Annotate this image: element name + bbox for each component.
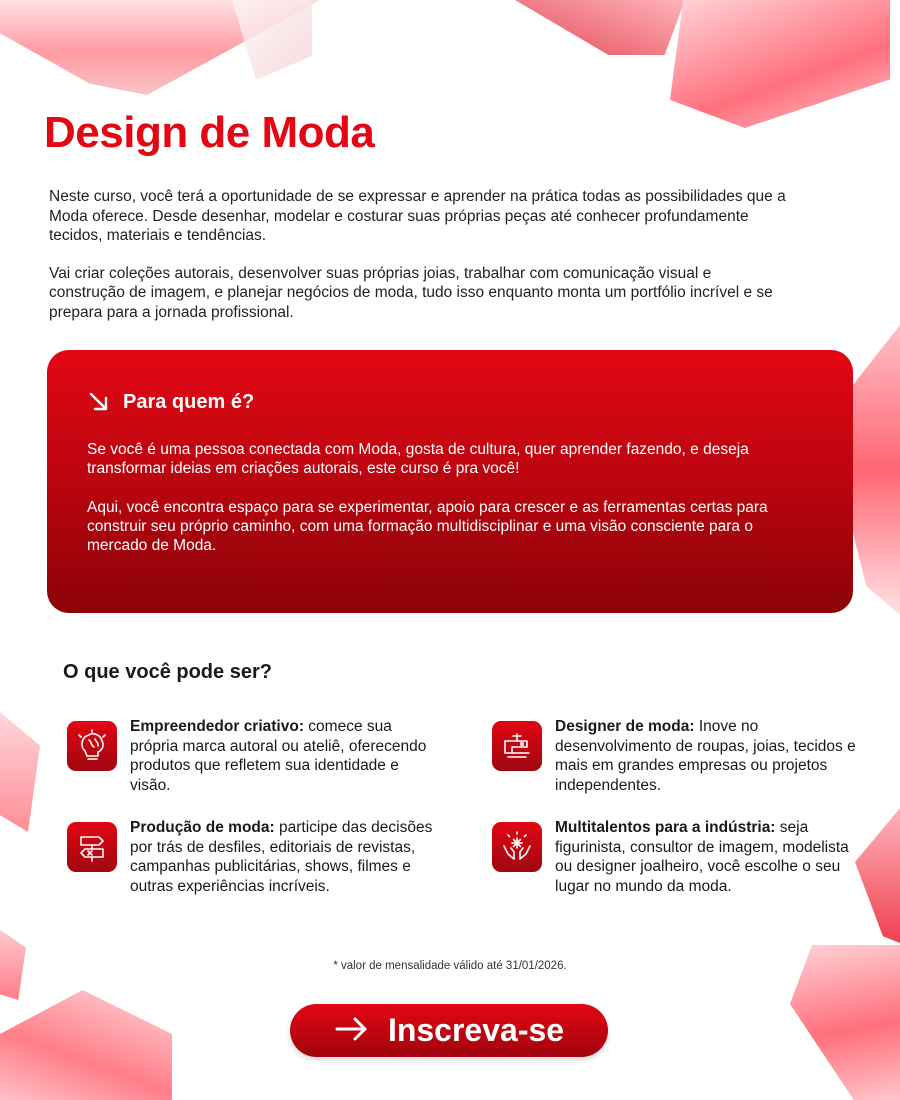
role-description [555,818,862,896]
decorative-crystal-top-right [670,0,890,128]
card-title: Para quem é? [123,390,255,413]
role-description [130,717,437,795]
page-title: Design de Moda [44,108,375,157]
role-title: Designer de moda: [555,718,695,735]
role-text: seja figurinista, consultor de imagem, modelista ou designer joalheiro, você escolhe o seu lugar no mundo da moda. [555,819,849,895]
role-text: comece sua própria marca autoral ou ateliê, oferecendo produtos que refletem sua identidade e visão. [130,718,427,794]
arrow-down-right-icon [87,390,111,414]
card-body [87,440,807,555]
role-text: participe das decisões por trás de desfiles, editoriais de revistas, campanhas publicitárias, shows, filmes e outras experiências incríveis. [130,819,433,895]
role-title: Empreendedor criativo: [130,718,304,735]
sewing-machine-icon [492,721,542,771]
role-item-multitalentos [492,819,862,896]
role-item-producao [67,819,457,896]
decorative-crystal-top-left [0,0,320,95]
price-validity-note: * valor de mensalidade válido até 31/01/2026. [333,960,567,972]
decorative-crystal-bottom-left [0,990,172,1100]
subscribe-button[interactable] [290,1004,608,1057]
subscribe-button-label: Inscreva-se [387,1012,565,1048]
decorative-crystal-top-left-highlight [232,0,312,80]
role-description [130,818,457,896]
decorative-crystal-left-middle [0,712,40,832]
intro-paragraph: Vai criar coleções autorais, desenvolver suas próprias joias, trabalhar com comunicação visual e construção de imagem, e planejar negócios de moda, tudo isso enquanto monta um portfólio incrível e se prepara para a jornada profissional. [49,264,773,321]
card-paragraph: Se você é uma pessoa conectada com Moda, gosta de cultura, quer aprender fazendo, e deseja transformar ideias em criações autorais, este curso é pra você! [87,441,749,477]
intro-text [49,187,789,341]
card-header [87,390,813,414]
role-title: Multitalentos para a indústria: [555,819,776,836]
intro-paragraph: Neste curso, você terá a oportunidade de se expressar e aprender na prática todas as possibilidades que a Moda oferece. Desde desenhar, modelar e costurar suas próprias peças até conhecer profundamente tecidos, materiais e tendências. [49,188,786,245]
card-paragraph: Aqui, você encontra espaço para se experimentar, apoio para crescer e as ferramentas certas para construir seu próprio caminho, com uma formação multidisciplinar e uma visão consciente para o mercado de Moda. [87,499,768,554]
role-text: Inove no desenvolvimento de roupas, joias, tecidos e mais em grandes empresas ou projetos independentes. [555,718,856,794]
role-item-empreendedor [67,718,437,795]
role-title: Produção de moda: [130,819,275,836]
target-audience-card [47,350,853,613]
role-description [555,717,862,795]
decorative-crystal-top-center [515,0,685,55]
role-item-designer [492,718,862,795]
roles-title: O que você pode ser? [63,661,272,683]
arrow-right-icon [334,1015,370,1046]
signpost-icon [67,822,117,872]
hands-light-icon [492,822,542,872]
brain-lightbulb-icon [67,721,117,771]
